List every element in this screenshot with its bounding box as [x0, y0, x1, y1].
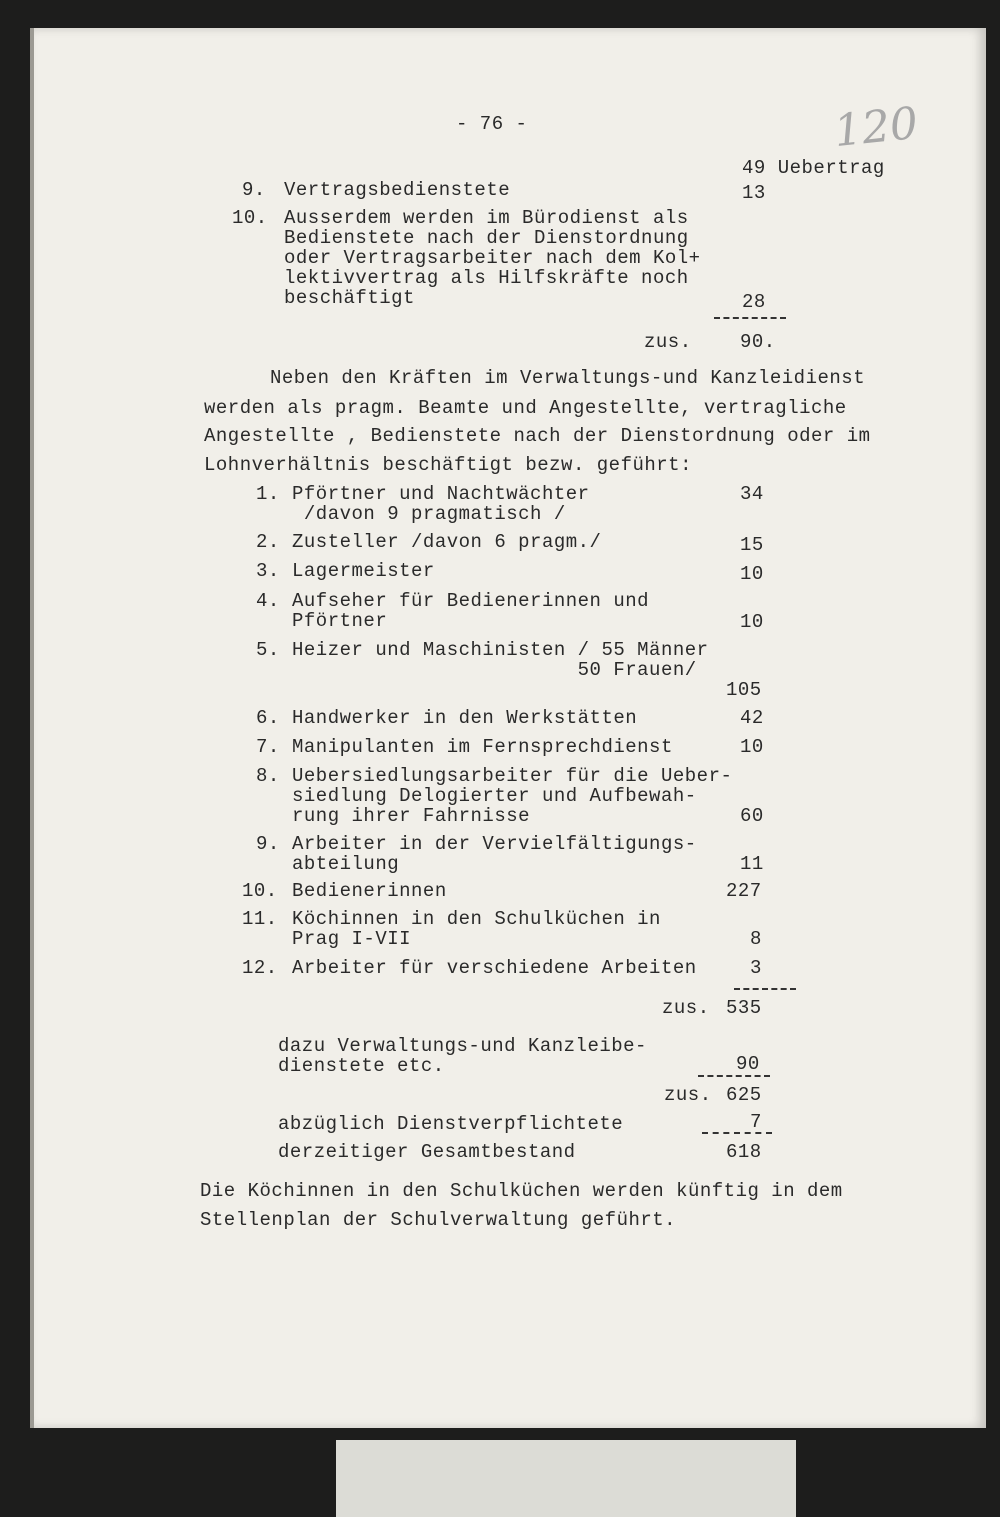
item-text: Vertragsbedienstete	[284, 179, 511, 201]
item-text-line: beschäftigt	[284, 287, 415, 309]
item-text-line: lektivvertrag als Hilfskräfte noch	[284, 267, 689, 289]
sum-value: 535	[726, 997, 762, 1019]
item-num: 5.	[256, 639, 280, 661]
item-text-line: Zusteller /davon 6 pragm./	[292, 531, 602, 553]
item-num: 1.	[256, 483, 280, 505]
item-text-line: Pförtner und Nachtwächter	[292, 483, 590, 505]
item-num: 11.	[242, 908, 278, 930]
item-text-line: Prag I-VII	[292, 928, 412, 950]
paragraph-line: Neben den Kräften im Verwaltungs-und Kanzleidienst	[270, 367, 866, 389]
item-num: 10.	[242, 880, 278, 902]
item-text-line: Uebersiedlungsarbeiter für die Ueber-	[292, 765, 733, 787]
item-text-line: siedlung Delogierter und Aufbewah-	[292, 785, 697, 807]
item-value: 15	[740, 534, 764, 556]
total-label: derzeitiger Gesamtbestand	[278, 1141, 576, 1163]
item-text-line: abteilung	[292, 853, 400, 875]
total-value: 7	[750, 1111, 762, 1133]
total-value: 618	[726, 1141, 762, 1163]
total-label-line: dienstete etc.	[278, 1055, 445, 1077]
item-value: 10	[740, 736, 764, 758]
item-text-line: Lagermeister	[292, 560, 435, 582]
paragraph-line: Die Köchinnen in den Schulküchen werden künftig in dem	[200, 1180, 843, 1202]
document-page	[34, 28, 986, 1428]
sum-label: zus.	[662, 997, 710, 1019]
item-text-line: oder Vertragsarbeiter nach dem Kol+	[284, 247, 701, 269]
item-value: 3	[750, 957, 762, 979]
paragraph-line: werden als pragm. Beamte und Angestellte, vertragliche	[204, 397, 847, 419]
paragraph-line: Lohnverhältnis beschäftigt bezw. geführt:	[204, 454, 692, 476]
item-text-line: Arbeiter für verschiedene Arbeiten	[292, 957, 697, 979]
sum-label: zus.	[644, 331, 692, 353]
item-text-line: Bedienerinnen	[292, 880, 447, 902]
total-value: 90	[736, 1053, 760, 1075]
item-text-line: /davon 9 pragmatisch /	[292, 503, 566, 525]
item-num: 2.	[256, 531, 280, 553]
item-value: 42	[740, 707, 764, 729]
item-value: 10	[740, 563, 764, 585]
item-text-line: Ausserdem werden im Bürodienst als	[284, 207, 689, 229]
total-label: abzüglich Dienstverpflichtete	[278, 1113, 624, 1135]
paragraph-line: Stellenplan der Schulverwaltung geführt.	[200, 1209, 677, 1231]
item-value: 28	[742, 291, 766, 313]
item-num: 12.	[242, 957, 278, 979]
item-text-line: Heizer und Maschinisten / 55 Männer	[292, 639, 709, 661]
item-text-line: Handwerker in den Werkstätten	[292, 707, 638, 729]
item-text-line: Arbeiter in der Vervielfältigungs-	[292, 833, 697, 855]
item-num: 3.	[256, 560, 280, 582]
item-num: 10.	[232, 207, 268, 229]
item-text-line: Aufseher für Bedienerinnen und	[292, 590, 650, 612]
sum-rule	[734, 988, 796, 990]
sum-rule	[714, 317, 786, 319]
item-text-line: Köchinnen in den Schulküchen in	[292, 908, 661, 930]
underline	[698, 1075, 770, 1077]
item-value: 13	[742, 182, 766, 204]
sum-label: zus.	[664, 1084, 712, 1106]
item-value: 34	[740, 483, 764, 505]
handwritten-folio-number: 120	[831, 97, 921, 158]
item-value: 105	[726, 679, 762, 701]
item-value: 8	[750, 928, 762, 950]
item-num: 4.	[256, 590, 280, 612]
item-value: 60	[740, 805, 764, 827]
item-num: 9.	[242, 179, 266, 201]
item-text-line: Bedienstete nach der Dienstordnung	[284, 227, 689, 249]
item-text-line: Manipulanten im Fernsprechdienst	[292, 736, 673, 758]
page-number: - 76 -	[456, 113, 528, 135]
scan-calibration-strip	[336, 1440, 796, 1517]
item-value: 227	[726, 880, 762, 902]
item-text-line: Pförtner	[292, 610, 388, 632]
item-num: 9.	[256, 833, 280, 855]
item-num: 6.	[256, 707, 280, 729]
paragraph-line: Angestellte , Bedienstete nach der Dienstordnung oder im	[204, 425, 871, 447]
sum-value: 625	[726, 1084, 762, 1106]
total-label-line: dazu Verwaltungs-und Kanzleibe-	[278, 1035, 647, 1057]
item-num: 8.	[256, 765, 280, 787]
underline	[702, 1132, 772, 1134]
item-text-line: rung ihrer Fahrnisse	[292, 805, 531, 827]
sum-value: 90.	[740, 331, 776, 353]
carry-over: 49 Uebertrag	[742, 157, 885, 179]
item-text-line: 50 Frauen/	[292, 659, 697, 681]
item-value: 11	[740, 853, 764, 875]
item-value: 10	[740, 611, 764, 633]
item-num: 7.	[256, 736, 280, 758]
